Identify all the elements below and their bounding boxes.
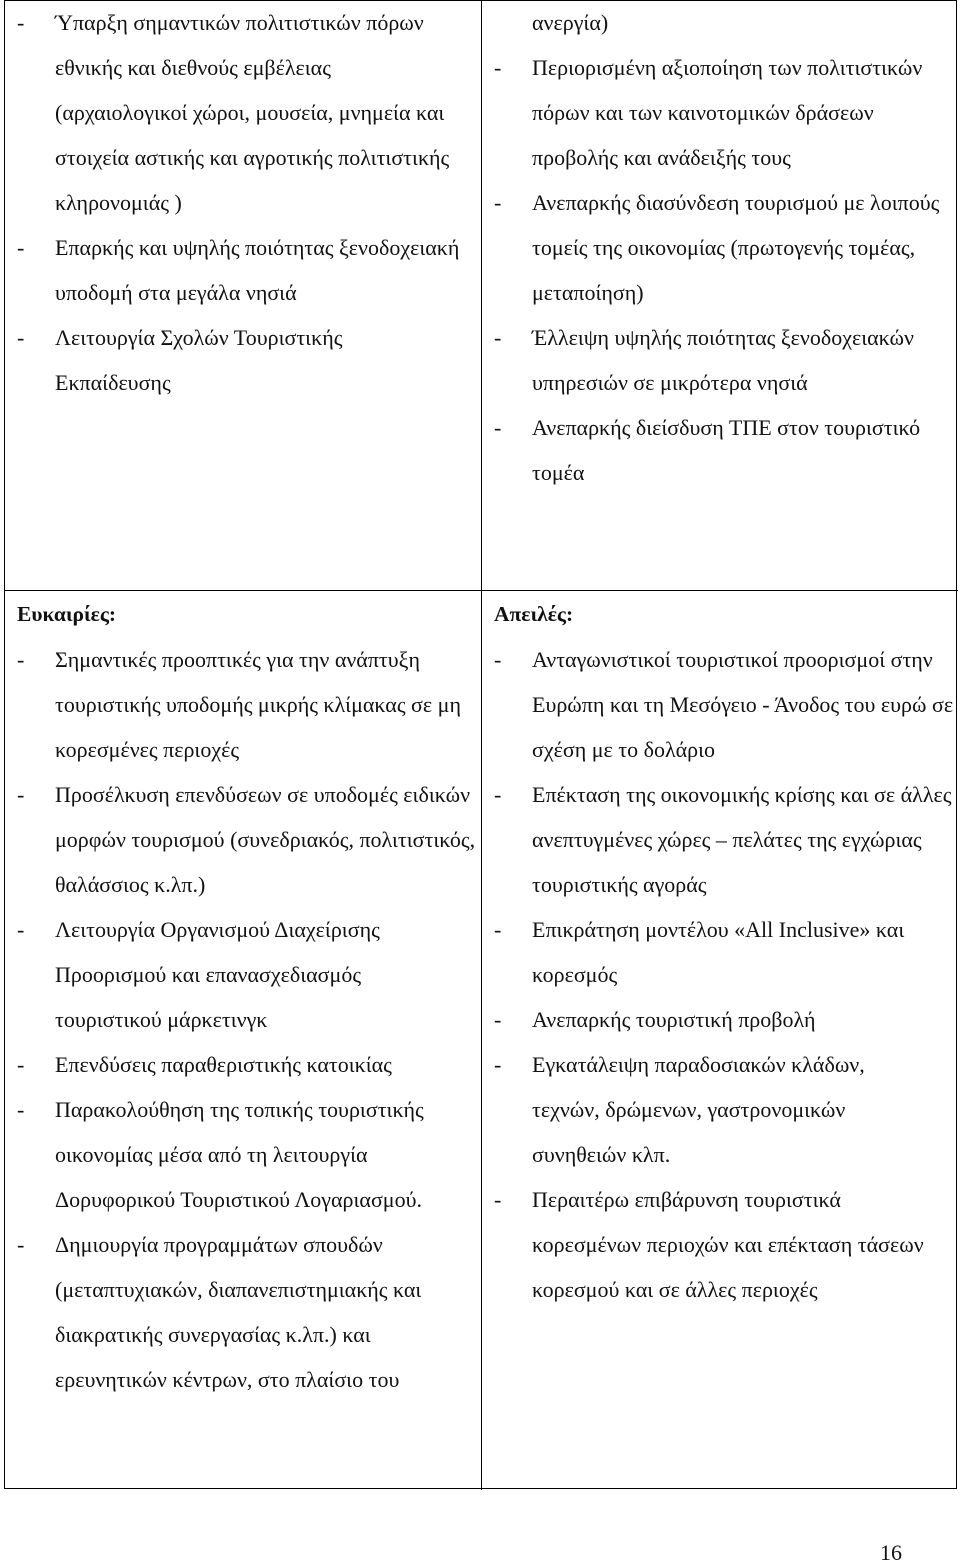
list-dash: - xyxy=(17,1052,25,1077)
list-item-text: Επενδύσεις παραθεριστικής κατοικίας xyxy=(55,1052,392,1077)
list-item xyxy=(494,45,932,180)
list-item xyxy=(494,772,960,907)
list-item xyxy=(17,1222,480,1402)
list-dash: - xyxy=(494,55,502,80)
list-item xyxy=(17,907,455,1042)
list-item-text: Έλλειψη υψηλής ποιότητας ξενοδοχειακών υπηρεσιών σε μικρότερα νησιά xyxy=(532,325,914,395)
list-dash: - xyxy=(494,782,502,807)
list-dash: - xyxy=(494,325,502,350)
list-item xyxy=(17,0,455,225)
list-item-text: Παρακολούθηση της τοπικής τουριστικής οικονομίας μέσα από τη λειτουργία Δορυφορικού Τουριστικού Λογαριασμού. xyxy=(55,1097,424,1212)
threats-list xyxy=(494,637,952,1312)
list-item xyxy=(494,907,960,997)
list-item-text: Λειτουργία Σχολών Τουριστικής Εκπαίδευσης xyxy=(55,325,343,395)
list-dash: - xyxy=(17,325,25,350)
list-item-text: Δημιουργία προγραμμάτων σπουδών (μεταπτυχιακών, διαπανεπιστημιακής και διακρατικής συνεργασίας κ.λπ.) και ερευνητικών κέντρων, στο πλαίσιο του xyxy=(55,1232,422,1392)
list-item xyxy=(17,1087,470,1222)
threats-cell xyxy=(482,591,958,1490)
list-dash: - xyxy=(17,1097,25,1122)
page-number: 16 xyxy=(880,1540,902,1565)
list-item xyxy=(17,1042,485,1087)
weaknesses-cell xyxy=(482,1,958,591)
list-dash: - xyxy=(494,415,502,440)
list-item xyxy=(494,315,932,405)
list-item-text: Ανταγωνιστικοί τουριστικοί προορισμοί στην Ευρώπη και τη Μεσόγειο - Άνοδος του ευρώ σε σχέση με το δολάριο xyxy=(532,647,954,762)
strengths-cell xyxy=(5,1,482,591)
strengths-list xyxy=(17,0,475,405)
list-dash: - xyxy=(17,917,25,942)
list-item-text: Περαιτέρω επιβάρυνση τουριστικά κορεσμένων περιοχών και επέκταση τάσεων κορεσμού και σε άλλες περιοχές xyxy=(532,1187,924,1302)
list-item xyxy=(494,1042,937,1177)
list-item xyxy=(494,637,960,772)
list-item-text: Επέκταση της οικονομικής κρίσης και σε άλλες ανεπτυγμένες χώρες – πελάτες της εγχώριας τουριστικής αγοράς xyxy=(532,782,952,897)
list-item-text: Λειτουργία Οργανισμού Διαχείρισης Προορισμού και επανασχεδιασμός τουριστικού μάρκετινγκ xyxy=(55,917,380,1032)
list-dash: - xyxy=(494,1052,502,1077)
list-item-text: Ανεπαρκής διείσδυση ΤΠΕ στον τουριστικό τομέα xyxy=(532,415,921,485)
list-dash: - xyxy=(494,190,502,215)
list-item xyxy=(494,1177,932,1312)
list-item-text: Περιορισμένη αξιοποίηση των πολιτιστικών πόρων και των καινοτομικών δράσεων προβολής και ανάδειξής τους xyxy=(532,55,923,170)
list-item xyxy=(494,997,960,1042)
list-item xyxy=(17,637,485,772)
list-dash: - xyxy=(494,647,502,672)
list-item-text: Προσέλκυση επενδύσεων σε υποδομές ειδικών μορφών τουρισμού (συνεδριακός, πολιτιστικός, θαλάσσιος κ.λπ.) xyxy=(55,782,476,897)
list-item-text: Εγκατάλειψη παραδοσιακών κλάδων, τεχνών, δρώμενων, γαστρονομικών συνηθειών κλπ. xyxy=(532,1052,865,1167)
swot-table xyxy=(4,0,957,1489)
list-dash: - xyxy=(494,1187,502,1212)
list-item xyxy=(17,772,480,907)
list-item xyxy=(494,405,952,495)
list-dash: - xyxy=(494,917,502,942)
continued-text: ανεργία) xyxy=(532,10,609,35)
list-dash: - xyxy=(494,1007,502,1032)
list-dash: - xyxy=(17,782,25,807)
list-dash: - xyxy=(17,1232,25,1257)
list-dash: - xyxy=(17,647,25,672)
list-item xyxy=(17,225,475,315)
list-item-text: Επαρκής και υψηλής ποιότητας ξενοδοχειακή υποδομή στα μεγάλα νησιά xyxy=(55,235,460,305)
list-item xyxy=(17,315,455,405)
list-item xyxy=(494,180,960,315)
list-dash: - xyxy=(17,235,25,260)
list-item-text: Ύπαρξη σημαντικών πολιτιστικών πόρων εθνικής και διεθνούς εμβέλειας (αρχαιολογικοί χώροι, μουσεία, μνημεία και στοιχεία αστικής και αγροτικής πολιτιστικής κληρονομιάς ) xyxy=(55,10,450,215)
list-item-text: Σημαντικές προοπτικές για την ανάπτυξη τουριστικής υποδομής μικρής κλίμακας σε μη κορεσμένες περιοχές xyxy=(55,647,461,762)
list-item-text: Ανεπαρκής τουριστική προβολή xyxy=(532,1007,816,1032)
weaknesses-list xyxy=(494,45,952,495)
opportunities-cell xyxy=(5,591,482,1490)
list-item-text: Επικράτηση μοντέλου «All Inclusive» και κορεσμός xyxy=(532,917,905,987)
opportunities-list xyxy=(17,637,475,1402)
list-item-text: Ανεπαρκής διασύνδεση τουρισμού με λοιπούς τομείς της οικονομίας (πρωτογενής τομέας, μεταποίηση) xyxy=(532,190,940,305)
list-dash: - xyxy=(17,10,25,35)
opportunities-heading: Ευκαιρίες: xyxy=(17,602,117,626)
threats-heading: Απειλές: xyxy=(494,602,574,626)
